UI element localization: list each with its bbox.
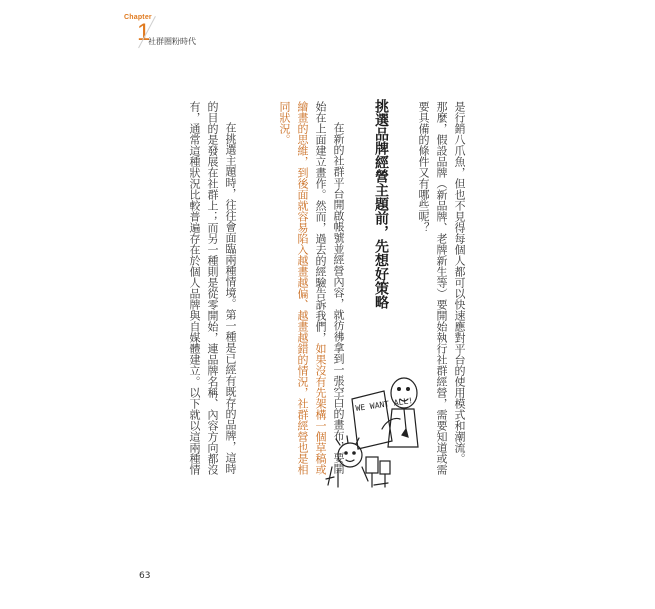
intro-column-2: 那麼，假設品牌（新品牌、老牌新生等）要開始執行社群經營，需要知道或需 <box>435 101 448 475</box>
protest-sign-illustration <box>322 369 434 493</box>
paragraph-1-highlight-b: 繪畫的思維，到後面就容易陷入越畫越偏、越畫越錯的情況，社群經營也是相 <box>296 101 309 475</box>
section-heading: 挑選品牌經營主題前，先想好策略 <box>373 99 389 309</box>
paragraph-1-col-2-text: 始在上面建立畫作。然而，過去的經驗告訴我們， <box>314 101 327 343</box>
paragraph-1-col-1: 在新的社群平台開啟帳號並經營內容，就彷彿拿到一張空白的畫布，要開 <box>332 122 345 474</box>
sign-text: WE WANT ALL! <box>355 396 414 413</box>
chapter-title: 社群圈粉時代 <box>148 37 196 46</box>
paragraph-2-col-1: 在挑選主題時，往往會面臨兩種情境。第一種是已經有既存的品牌，這時 <box>224 122 237 474</box>
paragraph-2-col-3: 有，通常這種狀況比較普遍存在於個人品牌與自媒體建立。以下就以這兩種情 <box>188 101 201 475</box>
intro-column-3: 要具備的條件又有哪些呢？ <box>417 101 430 233</box>
paragraph-1-highlight-a: 如果沒有先架構一個草稿或 <box>314 343 327 475</box>
intro-column-1: 是行銷八爪魚，但也不見得每個人都可以快速應對平台的使用模式和潮流。 <box>453 101 466 464</box>
page-number: 63 <box>139 571 151 581</box>
paragraph-1-highlight-c: 同狀況。 <box>278 101 291 145</box>
chapter-number: 1 <box>137 19 151 46</box>
paragraph-2-col-2: 的目的是發展在社群上；而另一種則是從零開始，連品牌名稱、內容方向都沒 <box>206 101 219 475</box>
chapter-label: Chapter <box>124 14 152 21</box>
chapter-header <box>117 14 217 54</box>
